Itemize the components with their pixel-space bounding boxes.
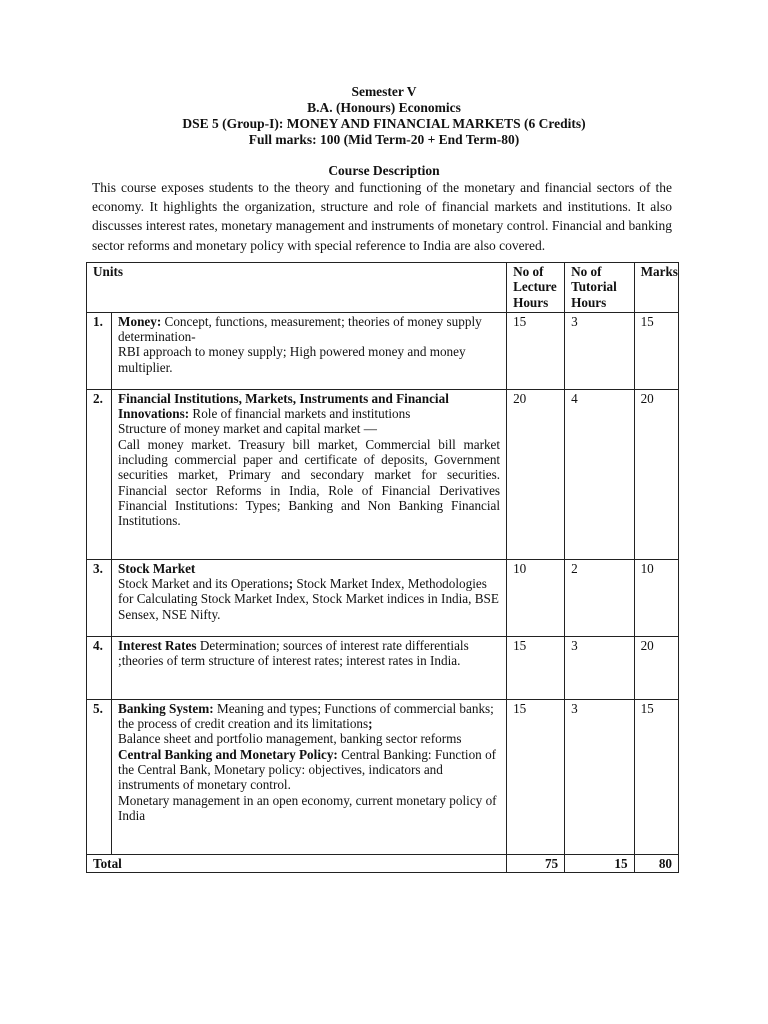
lecture-hours: 15: [507, 636, 565, 699]
tutorial-hours: 2: [565, 559, 634, 636]
marks-label: Full marks: 100 (Mid Term-20 + End Term-80): [248, 132, 520, 147]
course-header: [0, 84, 768, 148]
unit-marks: 15: [634, 699, 678, 854]
total-row: [87, 854, 679, 872]
course-title: DSE 5 (Group-I): MONEY AND FINANCIAL MARKETS (6 Credits): [182, 116, 586, 131]
total-label: Total: [87, 854, 507, 872]
unit-separator: ;: [288, 576, 294, 592]
unit-text: RBI approach to money supply; High powered money and money multiplier.: [118, 344, 466, 375]
semester-label: Semester V: [351, 84, 417, 99]
unit-description: [112, 559, 507, 636]
total-tutorial-hours: 15: [565, 854, 634, 872]
unit-text: Stock Market and its Operations: [118, 576, 289, 592]
unit-number: 2.: [87, 389, 112, 559]
unit-description: [112, 312, 507, 389]
unit-text: Concept, functions, measurement; theories of money supply determination-: [118, 313, 482, 345]
tutorial-hours: 4: [565, 389, 634, 559]
unit-text: Role of financial markets and institutions: [189, 406, 411, 422]
unit-separator: ;: [368, 716, 373, 732]
unit-title: Financial Institutions, Markets, Instruments and Financial Innovations:: [118, 390, 449, 422]
unit-title: Central Banking and Monetary Policy:: [118, 746, 338, 762]
table-row: [87, 699, 679, 854]
unit-text: Monetary management in an open economy, current monetary policy of India: [118, 792, 497, 823]
units-table: [86, 262, 679, 873]
header-tutorial-hours: No of Tutorial Hours: [565, 263, 634, 313]
unit-number: 4.: [87, 636, 112, 699]
header-lecture-hours: No of Lecture Hours: [507, 263, 565, 313]
table-header-row: [87, 263, 679, 313]
unit-text: Determination; sources of interest rate differentials ;theories of term structure of interest rates; interest rates in India.: [118, 637, 469, 669]
unit-marks: 20: [634, 636, 678, 699]
lecture-hours: 20: [507, 389, 565, 559]
header-marks: Marks: [634, 263, 678, 313]
description-text: This course exposes students to the theory and functioning of the monetary and financial sectors of the economy. It highlights the organization, structure and role of financial markets and institutions. It also discusses interest rates, monetary management and instruments of monetary control. Financial and banking sector reforms and monetary policy with special reference to India are also covered.: [92, 180, 672, 253]
unit-marks: 20: [634, 389, 678, 559]
program-label: B.A. (Honours) Economics: [307, 100, 461, 115]
unit-text: Stock Market Index, Methodologies for Calculating Stock Market Index, Stock Market indices in India, BSE Sensex, NSE Nifty.: [118, 576, 499, 622]
unit-text: Call money market. Treasury bill market, Commercial bill market including commercial paper and certificate of deposits, Government securities market, Primary and secondary market for securities. Financial sector Reforms in India, Role of Financial Derivatives Financial Institutions: Types; Banking and Non Banking Financial Institutions.: [118, 436, 501, 529]
unit-description: [112, 389, 507, 559]
table-row: [87, 312, 679, 389]
tutorial-hours: 3: [565, 636, 634, 699]
unit-number: 1.: [87, 312, 112, 389]
total-marks: 80: [634, 854, 678, 872]
unit-title: Money:: [118, 313, 162, 329]
description-heading: Course Description: [328, 163, 440, 178]
table-row: [87, 636, 679, 699]
unit-text: Central Banking: Function of the Central Bank, Monetary policy: objectives, indicators and instruments of monetary control.: [118, 746, 497, 793]
unit-number: 3.: [87, 559, 112, 636]
lecture-hours: 15: [507, 699, 565, 854]
total-lecture-hours: 75: [507, 854, 565, 872]
unit-text: Structure of money market and capital market —: [118, 421, 377, 437]
lecture-hours: 15: [507, 312, 565, 389]
unit-marks: 15: [634, 312, 678, 389]
table-row: [87, 559, 679, 636]
unit-title: Interest Rates: [118, 637, 197, 653]
unit-marks: 10: [634, 559, 678, 636]
table-row: [87, 389, 679, 559]
unit-text: Balance sheet and portfolio management, banking sector reforms: [118, 731, 462, 747]
unit-description: [112, 636, 507, 699]
unit-title: Stock Market: [118, 560, 196, 576]
unit-title: Banking System:: [118, 700, 214, 716]
lecture-hours: 10: [507, 559, 565, 636]
header-units: Units: [87, 263, 507, 313]
unit-number: 5.: [87, 699, 112, 854]
unit-text: Meaning and types; Functions of commercial banks; the process of credit creation and its limitations: [118, 700, 494, 732]
tutorial-hours: 3: [565, 699, 634, 854]
unit-description: [112, 699, 507, 854]
tutorial-hours: 3: [565, 312, 634, 389]
